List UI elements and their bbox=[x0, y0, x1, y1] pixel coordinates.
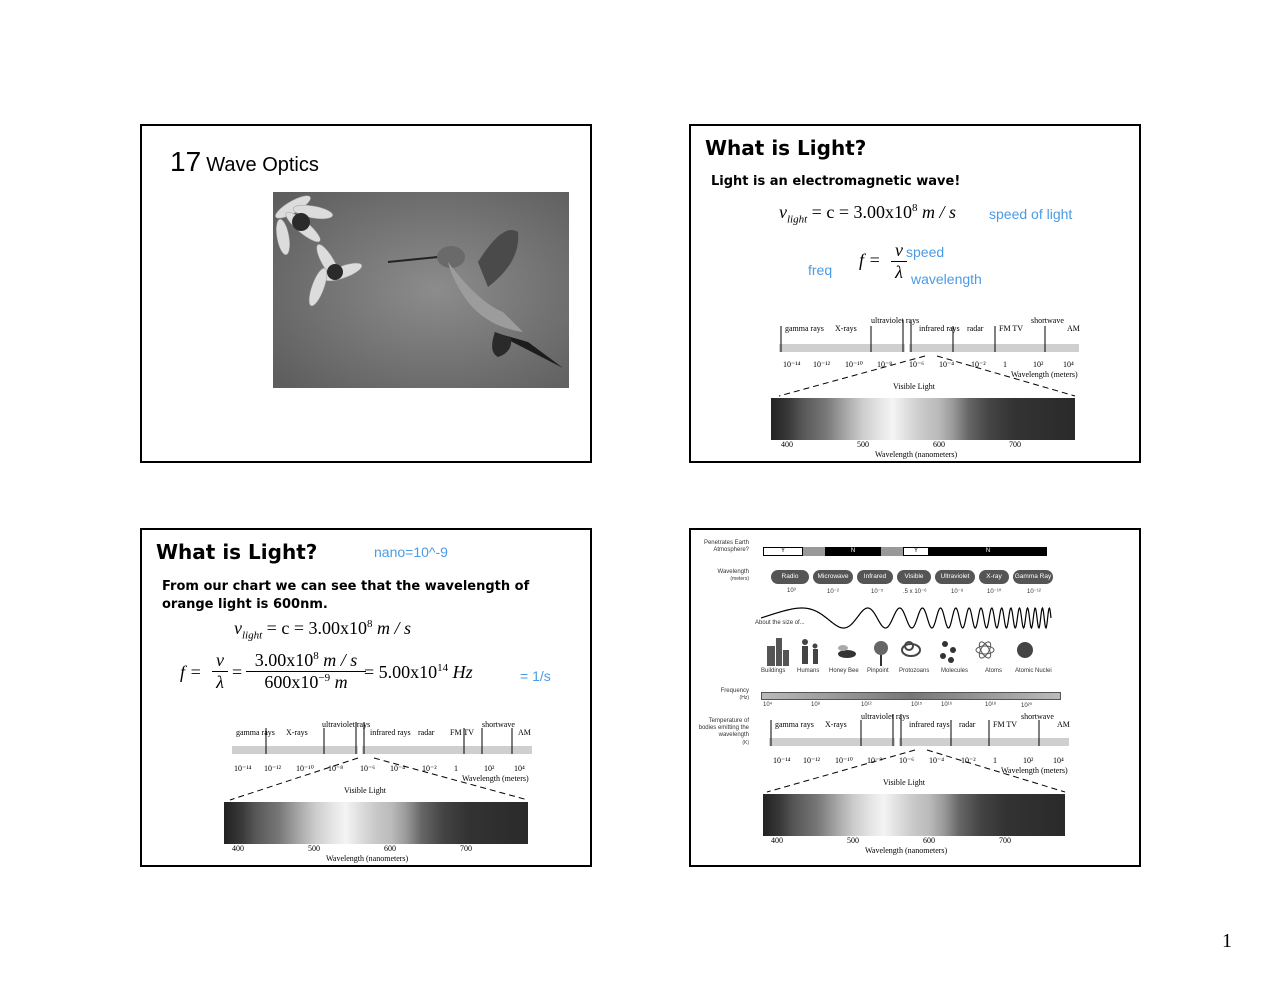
tick-6: 10⁻² bbox=[971, 360, 986, 369]
row-label-frequency: Frequency bbox=[720, 688, 749, 694]
slide-em-spectrum-overview bbox=[689, 528, 1141, 867]
eq2-frac2 bbox=[246, 650, 366, 693]
vis-tick-600: 600 bbox=[923, 836, 935, 845]
atmosphere-bar bbox=[763, 547, 1047, 556]
band-uv: ultraviolet rays bbox=[322, 720, 371, 729]
wl-5: 10⁻¹⁰ bbox=[987, 589, 1002, 595]
size-6: Atoms bbox=[985, 668, 1003, 674]
eq-rest: = c = 3.00x10 bbox=[266, 618, 367, 638]
vis-tick-400: 400 bbox=[232, 844, 244, 853]
slide-body: From our chart we can see that the wavelength of orange light is 600nm. bbox=[162, 579, 530, 612]
band-shortwave: shortwave bbox=[482, 720, 515, 729]
row-label-atmosphere: Penetrates Earth Atmosphere? bbox=[703, 540, 749, 553]
slide-subtitle: Light is an electromagnetic wave! bbox=[711, 174, 961, 189]
tick-7: 1 bbox=[993, 756, 997, 765]
row-label-temperature: Temperature of bodies emitting the wavelength bbox=[698, 718, 749, 738]
chip-ultraviolet: Ultraviolet bbox=[935, 570, 975, 584]
wl-4: 10⁻⁸ bbox=[951, 589, 964, 595]
tick-6: 10⁻² bbox=[422, 764, 437, 773]
visible-spectrum bbox=[224, 802, 528, 844]
slide-title bbox=[170, 146, 319, 178]
eq2-result-exp: 14 bbox=[437, 662, 449, 674]
eq2-result-unit: Hz bbox=[452, 662, 473, 682]
eq-v: v bbox=[234, 618, 242, 638]
tick-4: 10⁻⁶ bbox=[360, 764, 376, 773]
visible-axis-label: Wavelength (nanometers) bbox=[865, 846, 948, 855]
fq-5: 10¹⁸ bbox=[985, 702, 997, 708]
band-uv: ultraviolet rays bbox=[861, 712, 910, 721]
page-number: 1 bbox=[1222, 930, 1232, 952]
eq2-den: λ bbox=[895, 262, 903, 282]
size-1: Humans bbox=[797, 668, 820, 674]
row-label-frequency-unit: (Hz) bbox=[739, 695, 749, 701]
eq-unit: m / s bbox=[921, 202, 956, 222]
tick-2: 10⁻¹⁰ bbox=[835, 756, 853, 765]
vis-tick-500: 500 bbox=[847, 836, 859, 845]
size-3: Pinpoint bbox=[867, 668, 889, 674]
size-2: Honey Bee bbox=[829, 668, 859, 674]
slide-wave-optics bbox=[140, 124, 592, 463]
fq-6: 10²⁰ bbox=[1021, 703, 1033, 709]
tick-4: 10⁻⁶ bbox=[909, 360, 925, 369]
band-shortwave: shortwave bbox=[1031, 316, 1064, 325]
visible-spectrum bbox=[763, 794, 1065, 836]
chip-microwave: Microwave bbox=[813, 570, 853, 584]
band-ir: infrared rays bbox=[919, 324, 960, 333]
em-spectrum-chart bbox=[765, 710, 1075, 855]
eq2-result-text: = 5.00x10 bbox=[364, 662, 438, 682]
vis-tick-400: 400 bbox=[781, 440, 793, 449]
band-gamma: gamma rays bbox=[785, 324, 824, 333]
band-radar: radar bbox=[967, 324, 984, 333]
band-ir: infrared rays bbox=[370, 728, 411, 737]
wl-1: 10⁻² bbox=[827, 589, 839, 595]
freq-eq-lhs bbox=[859, 250, 881, 271]
chip-infrared: Infrared bbox=[857, 570, 893, 584]
eq2-f bbox=[180, 662, 202, 683]
chapter-number: 17 bbox=[170, 146, 202, 177]
chip-xray: X-ray bbox=[979, 570, 1009, 584]
eq2-eq: = bbox=[232, 662, 243, 682]
tick-9: 10⁴ bbox=[1053, 756, 1064, 765]
eq2-den2-exp: −9 bbox=[318, 672, 331, 684]
eq2-num2-exp: 8 bbox=[313, 650, 319, 662]
band-am: AM bbox=[518, 728, 531, 737]
tick-2: 10⁻¹⁰ bbox=[296, 764, 314, 773]
eq2-result bbox=[364, 662, 473, 683]
tick-7: 1 bbox=[454, 764, 458, 773]
eq2-num1: v bbox=[216, 650, 224, 670]
tick-1: 10⁻¹² bbox=[264, 764, 282, 773]
tick-9: 10⁴ bbox=[514, 764, 525, 773]
band-uv: ultraviolet rays bbox=[871, 316, 920, 325]
eq-exp: 8 bbox=[911, 202, 918, 214]
band-fmtv: FM TV bbox=[993, 720, 1018, 729]
em-spectrum-chart bbox=[228, 718, 538, 863]
chip-radio: Radio bbox=[771, 570, 809, 584]
band-radar: radar bbox=[959, 720, 976, 729]
nano-note: nano=10^-9 bbox=[374, 544, 448, 560]
freq-eq-fraction bbox=[891, 240, 907, 283]
eq2-num2-unit: m / s bbox=[323, 650, 358, 670]
wl-0: 10³ bbox=[787, 588, 796, 594]
fq-1: 10⁸ bbox=[811, 702, 821, 708]
slide-title: What is Light? bbox=[156, 540, 318, 564]
note-speed-of-light: speed of light bbox=[989, 206, 1073, 222]
slide-what-is-light-1 bbox=[689, 124, 1141, 463]
band-fmtv: FM TV bbox=[450, 728, 475, 737]
eq-unit: m / s bbox=[376, 618, 411, 638]
tick-8: 10² bbox=[1023, 756, 1034, 765]
band-gamma: gamma rays bbox=[236, 728, 275, 737]
row-label-temperature-unit: (K) bbox=[742, 740, 749, 746]
atm-partial2 bbox=[881, 547, 903, 556]
band-fmtv: FM TV bbox=[999, 324, 1024, 333]
row-label-size: About the size of... bbox=[755, 620, 805, 626]
fq-4: 10¹⁶ bbox=[941, 702, 953, 708]
tick-8: 10² bbox=[1033, 360, 1044, 369]
band-ir: infrared rays bbox=[909, 720, 950, 729]
axis-label: Wavelength (meters) bbox=[462, 774, 529, 783]
tick-5: 10⁻⁴ bbox=[390, 764, 406, 773]
eq2-den1: λ bbox=[216, 672, 224, 692]
tick-8: 10² bbox=[484, 764, 495, 773]
tick-6: 10⁻² bbox=[961, 756, 976, 765]
slide-what-is-light-2 bbox=[140, 528, 592, 867]
atm-n1: N bbox=[850, 548, 856, 554]
tick-1: 10⁻¹² bbox=[813, 360, 831, 369]
atm-y1: Y bbox=[763, 547, 803, 556]
wl-2: 10⁻⁵ bbox=[871, 589, 884, 595]
tick-0: 10⁻¹⁴ bbox=[234, 764, 252, 773]
eq2-f: f = bbox=[859, 250, 881, 270]
tick-9: 10⁴ bbox=[1063, 360, 1074, 369]
size-0: Buildings bbox=[761, 668, 786, 674]
band-radar: radar bbox=[418, 728, 435, 737]
tick-2: 10⁻¹⁰ bbox=[845, 360, 863, 369]
speed-equation bbox=[779, 202, 956, 226]
visible-label: Visible Light bbox=[883, 778, 925, 787]
note-speed: speed bbox=[906, 244, 945, 260]
wl-6: 10⁻¹² bbox=[1027, 589, 1041, 595]
eq-v-sub: light bbox=[242, 629, 263, 642]
tick-5: 10⁻⁴ bbox=[939, 360, 955, 369]
eq2-frac1 bbox=[212, 650, 228, 693]
eq2-f-text: f = bbox=[180, 662, 202, 682]
note-wavelength: wavelength bbox=[911, 271, 982, 287]
visible-label: Visible Light bbox=[893, 382, 935, 391]
row-label-wavelength: Wavelength bbox=[717, 569, 749, 575]
visible-label: Visible Light bbox=[344, 786, 386, 795]
vis-tick-500: 500 bbox=[857, 440, 869, 449]
eq-exp: 8 bbox=[366, 618, 373, 630]
atm-y2: Y bbox=[903, 547, 929, 556]
eq2-num: v bbox=[895, 240, 903, 260]
eq2-num2: 3.00x10 bbox=[254, 650, 314, 670]
axis-label: Wavelength (meters) bbox=[1001, 766, 1068, 775]
vis-tick-700: 700 bbox=[1009, 440, 1021, 449]
size-4: Protozoans bbox=[899, 668, 930, 674]
size-7: Atomic Nuclei bbox=[1015, 668, 1052, 674]
band-gamma: gamma rays bbox=[775, 720, 814, 729]
visible-spectrum bbox=[771, 398, 1075, 440]
vis-tick-600: 600 bbox=[933, 440, 945, 449]
axis-label: Wavelength (meters) bbox=[1011, 370, 1078, 379]
band-xrays: X-rays bbox=[825, 720, 847, 729]
note-freq: freq bbox=[808, 262, 833, 278]
visible-axis-label: Wavelength (nanometers) bbox=[326, 854, 409, 863]
eq-v: v bbox=[779, 202, 787, 222]
chapter-title: Wave Optics bbox=[206, 154, 319, 176]
vis-tick-700: 700 bbox=[460, 844, 472, 853]
tick-4: 10⁻⁶ bbox=[899, 756, 915, 765]
band-am: AM bbox=[1067, 324, 1080, 333]
frequency-bar bbox=[761, 692, 1061, 700]
band-am: AM bbox=[1057, 720, 1070, 729]
band-shortwave: shortwave bbox=[1021, 712, 1054, 721]
atm-partial1 bbox=[803, 547, 825, 556]
tick-7: 1 bbox=[1003, 360, 1007, 369]
em-spectrum-chart bbox=[775, 316, 1085, 459]
size-5: Molecules bbox=[941, 668, 969, 674]
tick-3: 10⁻⁸ bbox=[328, 764, 344, 773]
chip-gamma: Gamma Ray bbox=[1013, 570, 1053, 584]
tick-5: 10⁻⁴ bbox=[929, 756, 945, 765]
wave-graphic bbox=[761, 600, 1057, 636]
tick-1: 10⁻¹² bbox=[803, 756, 821, 765]
size-icons bbox=[761, 634, 1061, 668]
atm-n2: N bbox=[985, 548, 991, 554]
eq-rest: = c = 3.00x10 bbox=[811, 202, 912, 222]
eq2-den2-unit: m bbox=[334, 672, 348, 692]
eq-v-sub: light bbox=[787, 213, 808, 226]
slide-title: What is Light? bbox=[705, 136, 867, 160]
fq-2: 10¹² bbox=[861, 702, 872, 708]
tick-0: 10⁻¹⁴ bbox=[773, 756, 791, 765]
tick-3: 10⁻⁸ bbox=[867, 756, 883, 765]
band-xrays: X-rays bbox=[835, 324, 857, 333]
fq-0: 10⁴ bbox=[763, 702, 773, 708]
row-label-wavelength-unit: (meters) bbox=[730, 576, 749, 582]
visible-axis-label: Wavelength (nanometers) bbox=[875, 450, 958, 459]
eq2-den2: 600x10 bbox=[264, 672, 319, 692]
vis-tick-700: 700 bbox=[999, 836, 1011, 845]
units-note: = 1/s bbox=[520, 668, 551, 684]
vis-tick-400: 400 bbox=[771, 836, 783, 845]
chip-visible: Visible bbox=[897, 570, 931, 584]
band-xrays: X-rays bbox=[286, 728, 308, 737]
hummingbird-photo bbox=[273, 192, 569, 388]
speed-equation bbox=[234, 618, 411, 642]
vis-tick-500: 500 bbox=[308, 844, 320, 853]
fq-3: 10¹⁵ bbox=[911, 702, 923, 708]
tick-3: 10⁻⁸ bbox=[877, 360, 893, 369]
tick-0: 10⁻¹⁴ bbox=[783, 360, 801, 369]
wl-3: .5 x 10⁻⁶ bbox=[903, 589, 927, 595]
vis-tick-600: 600 bbox=[384, 844, 396, 853]
